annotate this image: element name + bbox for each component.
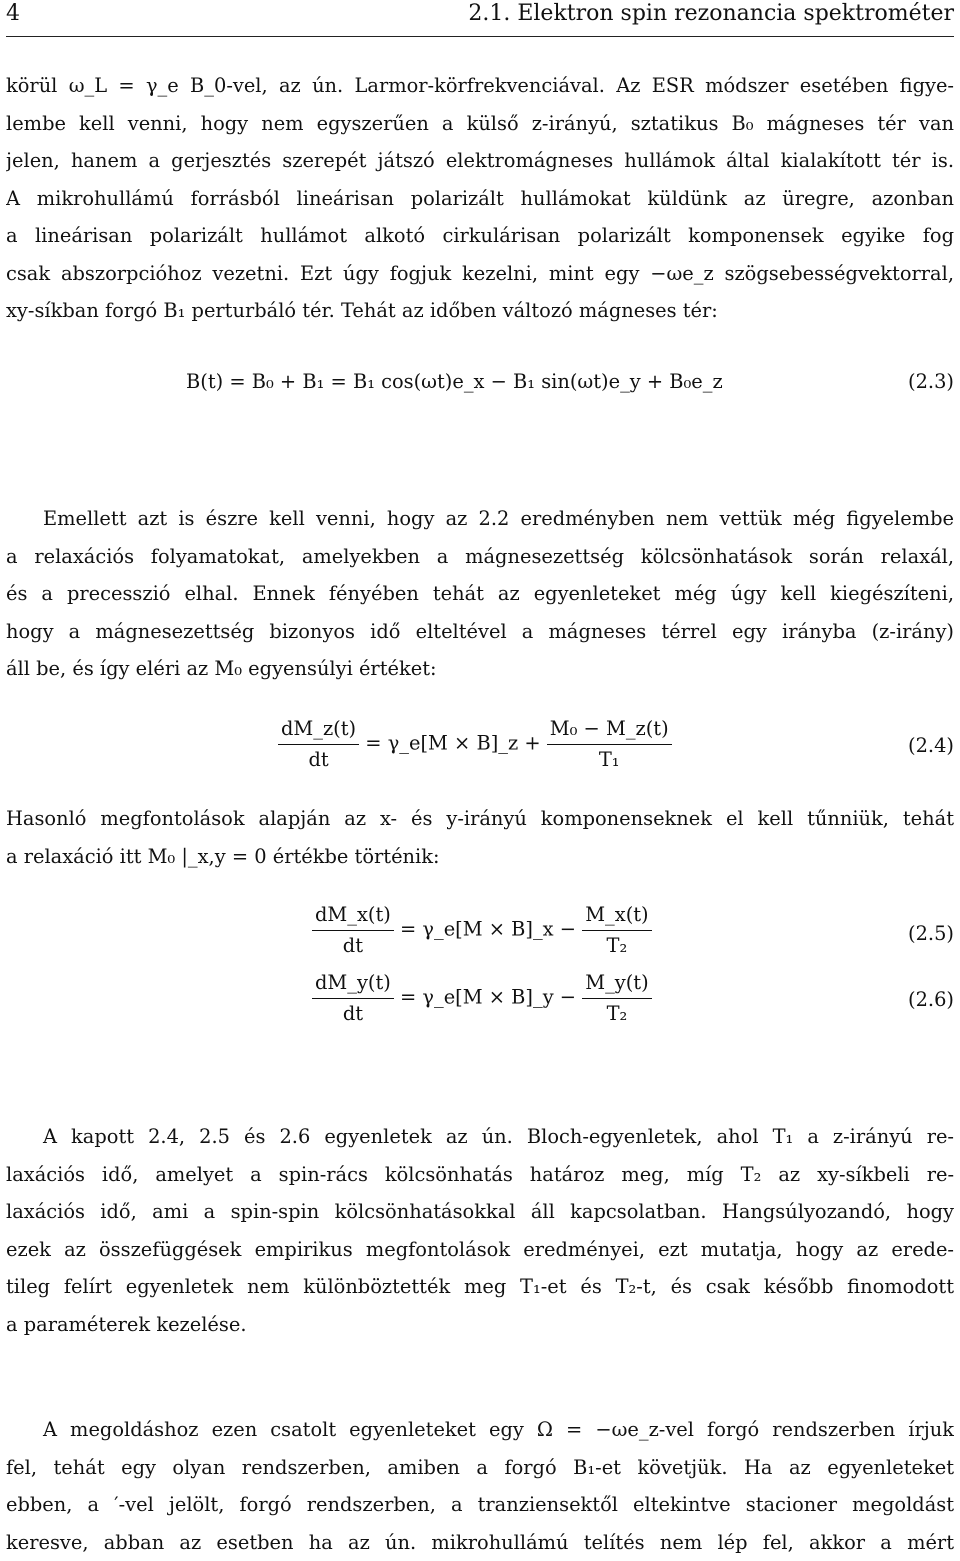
denominator: dt <box>278 744 359 775</box>
equation-middle: = γ_e[M × B]_z + <box>365 732 540 755</box>
equation-number: (2.3) <box>908 370 954 393</box>
equation-middle: = γ_e[M × B]_y − <box>400 986 576 1009</box>
text-line: keresve, abban az esetben ha az ún. mikrohullámú telítés nem lép fel, akkor a mért <box>6 1524 954 1561</box>
equation-body <box>312 900 652 961</box>
running-title: 2.1. Elektron spin rezonancia spektrométer <box>468 0 954 28</box>
text-line: a relaxáció itt M₀ |_x,y = 0 értékbe történik: <box>6 838 954 876</box>
equation-number: (2.6) <box>908 988 954 1011</box>
text-line: áll be, és így eléri az M₀ egyensúlyi értéket: <box>6 650 954 688</box>
equation-2-5 <box>6 900 954 968</box>
text-line: Emellett azt is észre kell venni, hogy az 2.2 eredményben nem vettük még figyelembe <box>6 500 954 538</box>
fraction-rhs <box>582 968 651 1029</box>
text-line: csak abszorpcióhoz vezetni. Ezt úgy fogjuk kezelni, mint egy −ωe_z szögsebességvektorral, <box>6 255 954 293</box>
text-line: A kapott 2.4, 2.5 és 2.6 egyenletek az ún. Bloch-egyenletek, ahol T₁ a z-irányú re- <box>6 1118 954 1156</box>
numerator: dM_z(t) <box>278 714 359 744</box>
equation-2-3 <box>6 366 954 406</box>
equation-middle: = γ_e[M × B]_x − <box>400 918 576 941</box>
text-line: a lineárisan polarizált hullámot alkotó cirkulárisan polarizált komponensek egyike fog <box>6 217 954 255</box>
text-line: hogy a mágnesezettség bizonyos idő elteltével a mágneses térrel egy irányba (z-irány) <box>6 613 954 651</box>
paragraph-relaxation <box>6 500 954 688</box>
equation-number: (2.5) <box>908 922 954 945</box>
text-line: a paraméterek kezelése. <box>6 1306 954 1344</box>
text-line: Hasonló megfontolások alapján az x- és y-irányú komponenseknek el kell tűnniük, tehát <box>6 800 954 838</box>
fraction-lhs <box>278 714 359 775</box>
equation-number: (2.4) <box>908 734 954 757</box>
equation-2-4 <box>6 712 954 784</box>
fraction-lhs <box>312 968 394 1029</box>
numerator: dM_x(t) <box>312 900 394 930</box>
numerator: M₀ − M_z(t) <box>547 714 672 744</box>
running-header <box>6 0 954 30</box>
numerator: dM_y(t) <box>312 968 394 998</box>
paragraph-rotating-frame <box>6 1411 954 1561</box>
equation-2-6 <box>6 968 954 1036</box>
equation-body <box>278 714 672 775</box>
denominator: dt <box>312 930 394 961</box>
text-line: tileg felírt egyenletek nem különböztették meg T₁-et és T₂-t, és csak később finomodott <box>6 1268 954 1306</box>
header-rule <box>6 36 954 37</box>
text-line: laxációs idő, amelyet a spin-rács kölcsönhatás határoz meg, míg T₂ az xy-síkbeli re- <box>6 1156 954 1194</box>
text-line: és a precesszió elhal. Ennek fényében tehát az egyenleteket még úgy kell kiegészíteni, <box>6 575 954 613</box>
denominator: T₁ <box>547 744 672 775</box>
numerator: M_x(t) <box>582 900 651 930</box>
text-line: A megoldáshoz ezen csatolt egyenleteket egy Ω = −ωe_z-vel forgó rendszerben írjuk <box>6 1411 954 1449</box>
text-line: a relaxációs folyamatokat, amelyekben a mágnesezettség kölcsönhatások során relaxál, <box>6 538 954 576</box>
text-line: xy-síkban forgó B₁ perturbáló tér. Tehát az időben változó mágneses tér: <box>6 292 954 330</box>
fraction-rhs <box>582 900 651 961</box>
equation-body: B(t) = B₀ + B₁ = B₁ cos(ωt)e_x − B₁ sin(ωt)e_y + B₀e_z <box>186 370 723 393</box>
fraction-rhs <box>547 714 672 775</box>
text-line: ebben, a ′-vel jelölt, forgó rendszerben, a tranziensektől eltekintve stacioner megoldást <box>6 1486 954 1524</box>
denominator: T₂ <box>582 930 651 961</box>
page-number: 4 <box>6 0 20 28</box>
paragraph-bloch <box>6 1118 954 1343</box>
text-line: lembe kell venni, hogy nem egyszerűen a külső z-irányú, sztatikus B₀ mágneses tér van <box>6 105 954 143</box>
text-line: ezek az összefüggések empirikus megfontolások eredményei, ezt mutatja, hogy az erede- <box>6 1231 954 1269</box>
numerator: M_y(t) <box>582 968 651 998</box>
text-line: jelen, hanem a gerjesztés szerepét játszó elektromágneses hullámok által kialakított tér is. <box>6 142 954 180</box>
paragraph-xy-components <box>6 800 954 875</box>
text-line: A mikrohullámú forrásból lineárisan polarizált hullámokat küldünk az üregre, azonban <box>6 180 954 218</box>
paragraph-larmor <box>6 67 954 330</box>
text-line: fel, tehát egy olyan rendszerben, amiben a forgó B₁-et követjük. Ha az egyenleteket <box>6 1449 954 1487</box>
denominator: T₂ <box>582 998 651 1029</box>
text-line: körül ω_L = γ_e B_0-vel, az ún. Larmor-körfrekvenciával. Az ESR módszer esetében figye- <box>6 67 954 105</box>
denominator: dt <box>312 998 394 1029</box>
text-line: laxációs idő, ami a spin-spin kölcsönhatásokkal áll kapcsolatban. Hangsúlyozandó, hogy <box>6 1193 954 1231</box>
fraction-lhs <box>312 900 394 961</box>
equation-body <box>312 968 652 1029</box>
